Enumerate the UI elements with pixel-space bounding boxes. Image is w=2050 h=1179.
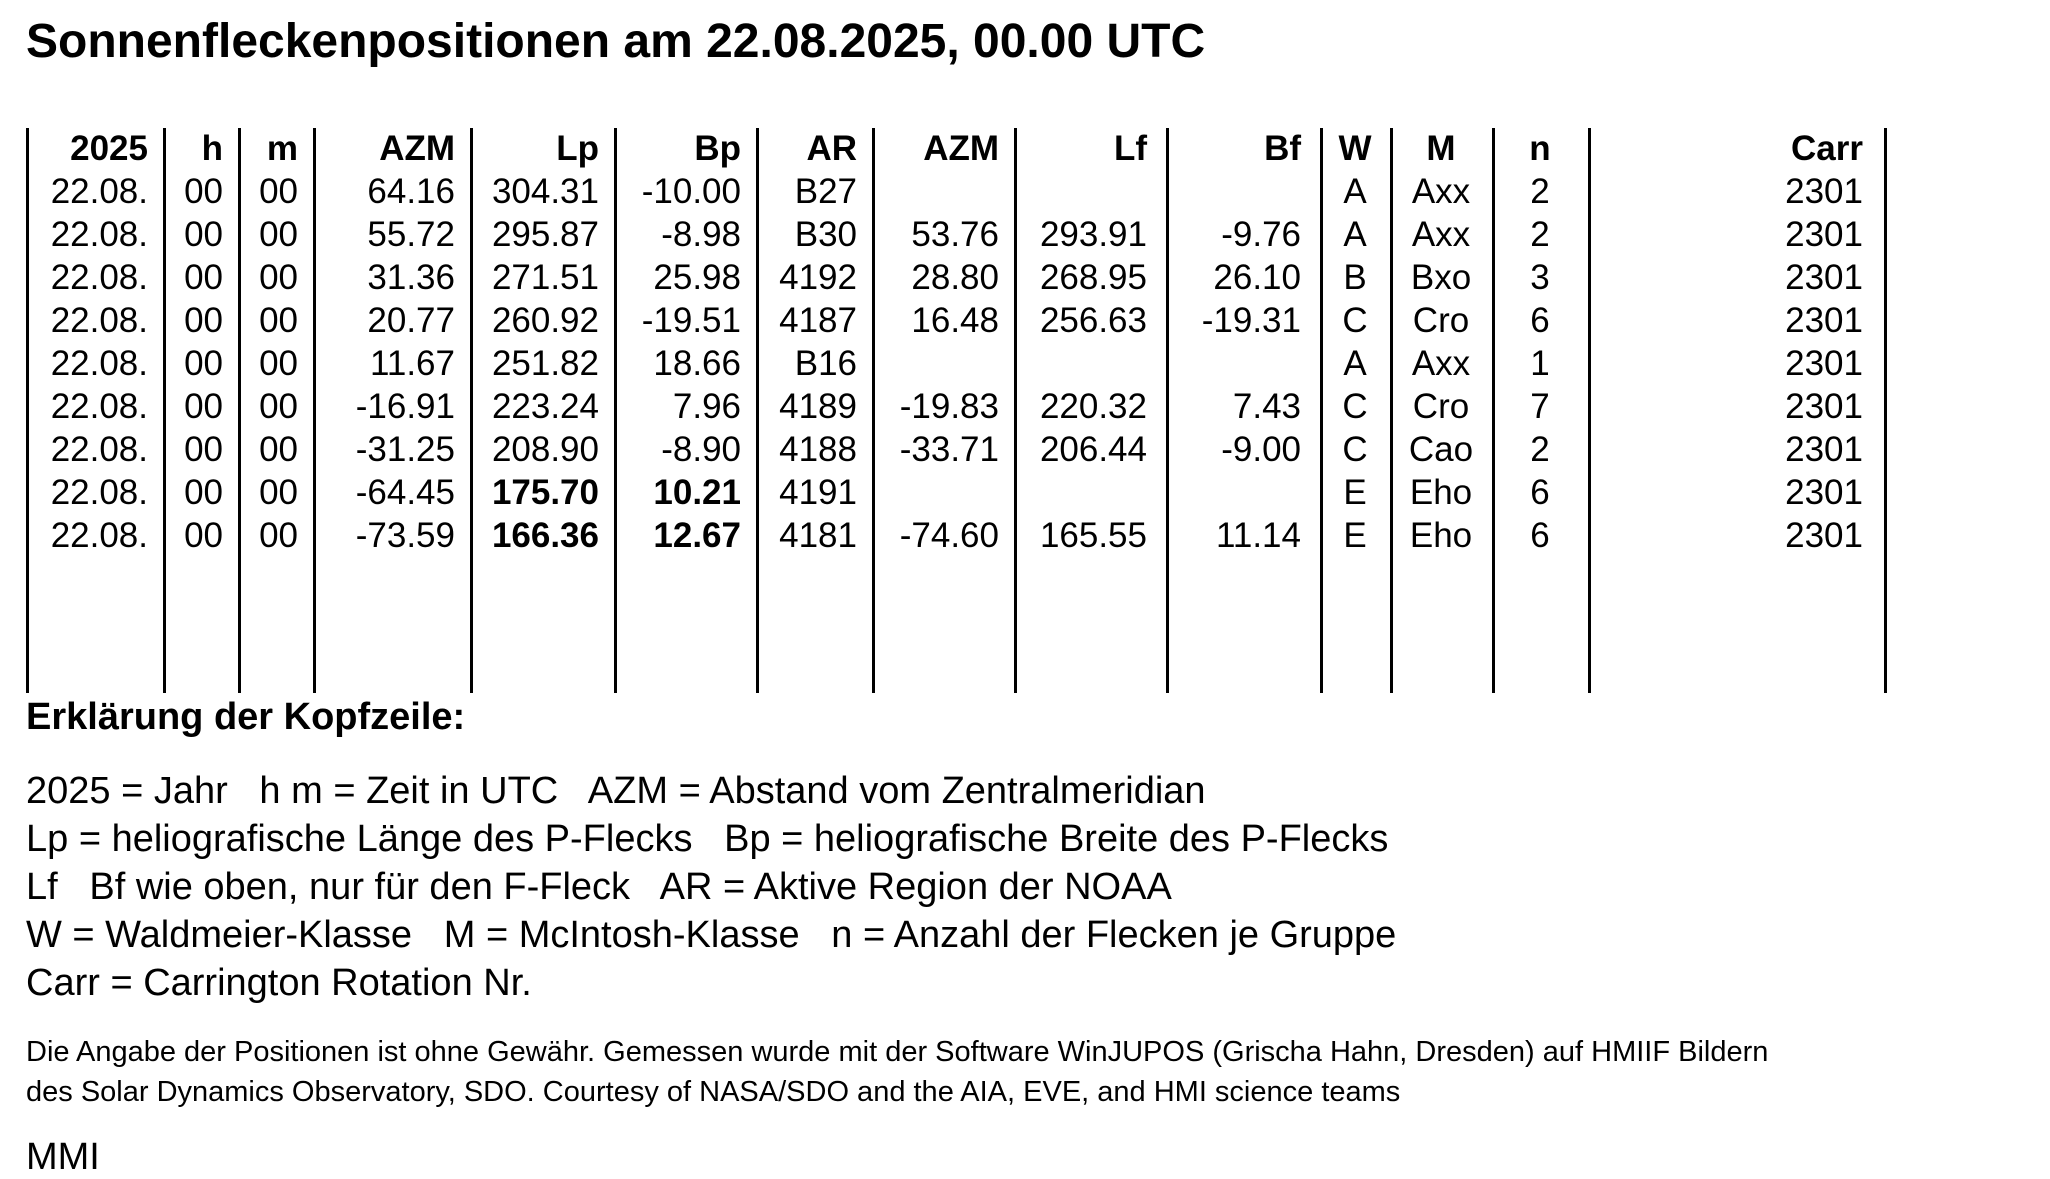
table-cell: 11.14 [1216, 516, 1301, 555]
table-cell: 7 [1530, 387, 1550, 426]
table-cell: 4187 [779, 301, 857, 340]
table-cell: 260.92 [491, 301, 599, 340]
table-cell: 165.55 [1039, 516, 1147, 555]
table-cell: 00 [259, 473, 298, 512]
table-cell: 7.43 [1232, 387, 1301, 426]
table-cell: 00 [184, 344, 223, 383]
table-cell: -64.45 [355, 473, 455, 512]
column-header: Bp [694, 129, 741, 168]
table-cell: 22.08. [50, 172, 148, 211]
table-cell: 293.91 [1039, 215, 1147, 254]
table-cell: 7.96 [672, 387, 741, 426]
column-header: Carr [1791, 129, 1863, 168]
table-cell: C [1342, 430, 1368, 469]
table-cell: A [1343, 172, 1367, 211]
table-cell: 00 [184, 473, 223, 512]
table-cell: -33.71 [899, 430, 999, 469]
table-cell: 10.21 [653, 473, 741, 512]
table-cell: 268.95 [1039, 258, 1147, 297]
table-cell: 00 [184, 516, 223, 555]
explanation-title: Erklärung der Kopfzeile: [26, 696, 466, 738]
table-cell: 2 [1530, 172, 1550, 211]
table-cell: 6 [1530, 516, 1550, 555]
table-cell: -9.76 [1221, 215, 1301, 254]
table-cell: 304.31 [491, 172, 599, 211]
table-cell: 16.48 [911, 301, 999, 340]
explanation-line: W = Waldmeier-Klasse M = McIntosh-Klasse n = Anzahl der Flecken je Gruppe [26, 914, 1397, 956]
table-cell: 175.70 [491, 473, 599, 512]
table-cell: Bxo [1410, 258, 1472, 297]
table-cell: 53.76 [911, 215, 999, 254]
table-cell: -16.91 [355, 387, 455, 426]
table-cell: 00 [259, 516, 298, 555]
table-cell: 2301 [1785, 301, 1863, 340]
table-cell: 3 [1530, 258, 1550, 297]
table-cell: 295.87 [491, 215, 599, 254]
table-cell: -19.83 [899, 387, 999, 426]
table-cell: 2301 [1785, 344, 1863, 383]
table-cell: 00 [259, 258, 298, 297]
table-cell: 18.66 [653, 344, 741, 383]
table-cell: 4191 [779, 473, 857, 512]
column-header: 2025 [70, 129, 148, 168]
table-cell: Axx [1411, 344, 1471, 383]
table-cell: 55.72 [367, 215, 455, 254]
signature: MMI [26, 1136, 100, 1178]
column-header: n [1529, 129, 1551, 168]
table-cell: 25.98 [653, 258, 741, 297]
table-cell: E [1343, 516, 1367, 555]
table-cell: E [1343, 473, 1367, 512]
explanation-line: Lf Bf wie oben, nur für den F-Fleck AR = Aktive Region der NOAA [26, 866, 1172, 908]
table-cell: 64.16 [367, 172, 455, 211]
table-cell: Axx [1411, 172, 1471, 211]
column-divider [1884, 128, 1887, 693]
table-cell: 00 [259, 430, 298, 469]
table-cell: B16 [794, 344, 857, 383]
table-cell: 31.36 [367, 258, 455, 297]
table-cell: Axx [1411, 215, 1471, 254]
column-header: AR [806, 129, 857, 168]
table-cell: 00 [184, 301, 223, 340]
table-cell: 1 [1530, 344, 1550, 383]
table-cell: 22.08. [50, 430, 148, 469]
table-cell: 4189 [779, 387, 857, 426]
explanation-line: Lp = heliografische Länge des P-Flecks Bp = heliografische Breite des P-Flecks [26, 818, 1389, 860]
table-cell: 2301 [1785, 172, 1863, 211]
table-cell: 166.36 [491, 516, 599, 555]
table-cell: -19.31 [1201, 301, 1301, 340]
table-cell: 00 [259, 301, 298, 340]
column-header: M [1426, 129, 1456, 168]
table-cell: C [1342, 301, 1368, 340]
table-cell: 6 [1530, 473, 1550, 512]
table-cell: 20.77 [367, 301, 455, 340]
column-header: Lf [1113, 129, 1147, 168]
disclaimer-line: des Solar Dynamics Observatory, SDO. Courtesy of NASA/SDO and the AIA, EVE, and HMI science teams [26, 1076, 1401, 1108]
table-cell: 2301 [1785, 430, 1863, 469]
page-title: Sonnenfleckenpositionen am 22.08.2025, 00.00 UTC [26, 15, 1206, 68]
explanation-line: Carr = Carrington Rotation Nr. [26, 962, 532, 1004]
column-header: AZM [379, 129, 455, 168]
table-cell: 22.08. [50, 473, 148, 512]
table-cell: 22.08. [50, 215, 148, 254]
table-cell: 00 [184, 430, 223, 469]
table-cell: 223.24 [491, 387, 599, 426]
table-cell: 4192 [779, 258, 857, 297]
table-cell: 2 [1530, 430, 1550, 469]
table-cell: -10.00 [641, 172, 741, 211]
sunspot-table [26, 128, 1886, 693]
table-cell: 28.80 [911, 258, 999, 297]
table-cell: C [1342, 387, 1368, 426]
table-cell: Cro [1412, 387, 1470, 426]
table-cell: 22.08. [50, 516, 148, 555]
table-cell: 2301 [1785, 258, 1863, 297]
table-cell: B27 [794, 172, 857, 211]
table-cell: 4181 [779, 516, 857, 555]
table-cell: 2301 [1785, 387, 1863, 426]
table-cell: B30 [794, 215, 857, 254]
table-cell: 206.44 [1039, 430, 1147, 469]
table-cell: -8.98 [661, 215, 741, 254]
table-cell: 00 [184, 387, 223, 426]
column-header: AZM [923, 129, 999, 168]
table-cell: Eho [1409, 473, 1473, 512]
table-cell: B [1343, 258, 1367, 297]
table-cell: 256.63 [1039, 301, 1147, 340]
table-cell: Eho [1409, 516, 1473, 555]
table-cell: 2301 [1785, 473, 1863, 512]
table-cell: A [1343, 344, 1367, 383]
table-cell: 00 [259, 172, 298, 211]
table-cell: 00 [259, 344, 298, 383]
table-cell: 2 [1530, 215, 1550, 254]
table-cell: -74.60 [899, 516, 999, 555]
explanation-line: 2025 = Jahr h m = Zeit in UTC AZM = Abstand vom Zentralmeridian [26, 770, 1206, 812]
table-cell: 22.08. [50, 387, 148, 426]
table-cell: 12.67 [653, 516, 741, 555]
table-cell: 00 [184, 172, 223, 211]
table-cell: -8.90 [661, 430, 741, 469]
table-cell: -31.25 [355, 430, 455, 469]
table-cell: 4188 [779, 430, 857, 469]
table-cell: 00 [259, 387, 298, 426]
table-cell: 11.67 [370, 344, 455, 383]
table-cell: 26.10 [1213, 258, 1301, 297]
table-cell: Cro [1412, 301, 1470, 340]
column-header: m [266, 129, 298, 168]
table-cell: 00 [259, 215, 298, 254]
column-header: Bf [1264, 129, 1301, 168]
column-header: W [1338, 129, 1372, 168]
table-cell: 2301 [1785, 215, 1863, 254]
disclaimer-line: Die Angabe der Positionen ist ohne Gewähr. Gemessen wurde mit der Software WinJUPOS (Grischa Hahn, Dresden) auf HMIIF Bildern [26, 1036, 1769, 1068]
table-cell: -19.51 [641, 301, 741, 340]
table-cell: 271.51 [491, 258, 599, 297]
table-cell: 00 [184, 258, 223, 297]
column-header: h [201, 129, 223, 168]
table-cell: 208.90 [491, 430, 599, 469]
table-cell: 00 [184, 215, 223, 254]
table-cell: 251.82 [491, 344, 599, 383]
table-cell: -73.59 [355, 516, 455, 555]
table-cell: -9.00 [1221, 430, 1301, 469]
table-cell: 22.08. [50, 258, 148, 297]
table-cell: 2301 [1785, 516, 1863, 555]
table-cell: 22.08. [50, 301, 148, 340]
table-cell: 22.08. [50, 344, 148, 383]
column-header: Lp [556, 129, 599, 168]
table-cell: 220.32 [1039, 387, 1147, 426]
table-cell: A [1343, 215, 1367, 254]
table-cell: 6 [1530, 301, 1550, 340]
table-cell: Cao [1408, 430, 1474, 469]
